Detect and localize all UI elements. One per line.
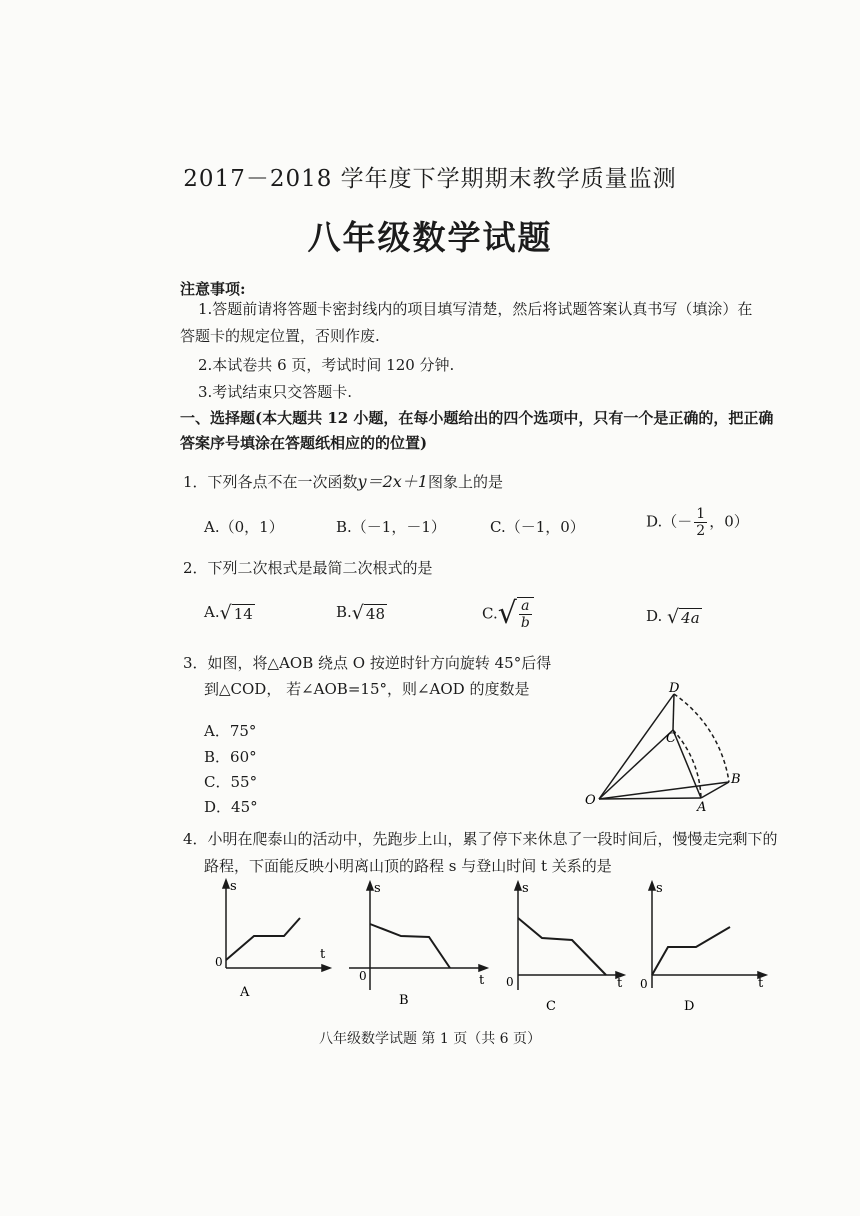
option-label: B.	[336, 603, 352, 621]
question-1-option-c: C.（－1，0）	[490, 518, 585, 536]
question-1-option-b: B.（－1，－1）	[336, 518, 446, 536]
point-label-a: A	[697, 800, 707, 815]
sqrt-fraction	[517, 597, 534, 631]
option-label: D.	[646, 607, 663, 625]
graph-d	[640, 880, 780, 1015]
point-label-d: D	[669, 681, 680, 696]
point-label-c: C	[666, 731, 676, 746]
question-4-line-2: 路程，下面能反映小明离山顶的路程 s 与登山时间 t 关系的是	[204, 857, 612, 875]
fraction-half	[694, 506, 707, 539]
question-1-stem-pre: 1．下列各点不在一次函数	[183, 473, 358, 491]
question-3-option-a: A．75°	[204, 722, 257, 740]
question-1-stem	[183, 469, 503, 492]
graph-a-axis-t: t	[320, 947, 326, 962]
question-2-option-a	[204, 602, 255, 624]
note-3: 3.考试结束只交答题卡.	[198, 383, 353, 401]
question-3-option-b: B．60°	[204, 748, 257, 766]
graph-d-label: D	[684, 999, 695, 1014]
question-4-line-1: 4．小明在爬泰山的活动中，先跑步上山，累了停下来休息了一段时间后，慢慢走完剩下的	[183, 830, 778, 848]
option-label: C.	[482, 604, 498, 623]
section-1-line-1: 一、选择题(本大题共 12 小题，在每小题给出的四个选项中，只有一个是正确的，把正确	[180, 409, 774, 427]
question-2-option-b	[336, 602, 387, 624]
rotation-figure	[585, 680, 755, 815]
question-3-line-2: 到△COD， 若∠AOB=15°，则∠AOD 的度数是	[204, 680, 530, 698]
graph-a-axis-s: s	[230, 879, 237, 894]
radicand: 48	[365, 604, 385, 623]
question-2-option-d	[646, 606, 702, 628]
radicand: 4a	[681, 608, 700, 627]
sqrt-symbol: √ 14	[219, 602, 253, 624]
exam-title: 2017－2018 学年度下学期期末教学质量监测	[183, 166, 677, 192]
question-2-stem: 2．下列二次根式是最简二次根式的是	[183, 559, 433, 577]
question-1-option-d	[646, 506, 749, 539]
graph-a-origin: 0	[215, 955, 223, 969]
question-1-option-d-pre: D.（－	[646, 512, 693, 531]
graph-b	[345, 880, 490, 1010]
fraction-denominator: b	[520, 614, 530, 631]
graph-b-origin: 0	[359, 969, 367, 983]
section-1-line-2: 答案序号填涂在答题纸相应的的位置)	[180, 434, 428, 452]
point-label-o: O	[585, 793, 596, 808]
notes-heading: 注意事项:	[180, 280, 246, 298]
fraction-numerator: 1	[696, 506, 706, 522]
graph-d-axis-s: s	[656, 881, 663, 896]
question-1-formula: y＝2x＋1	[357, 472, 428, 491]
graph-a	[208, 878, 338, 1003]
sqrt-symbol: √ 4a	[667, 606, 700, 628]
graph-b-axis-t: t	[479, 973, 485, 988]
point-label-b: B	[731, 772, 741, 787]
note-2: 2.本试卷共 6 页，考试时间 120 分钟.	[198, 356, 455, 374]
fraction-denominator: 2	[696, 523, 706, 539]
graph-c-axis-s: s	[522, 881, 529, 896]
note-1-line-2: 答题卡的规定位置，否则作废.	[180, 327, 380, 345]
graph-c	[498, 880, 633, 1015]
fraction-numerator: a	[519, 598, 532, 615]
question-2-option-c	[482, 596, 534, 631]
graph-b-label: B	[399, 993, 409, 1008]
page-footer: 八年级数学试题 第 1 页（共 6 页）	[318, 1031, 542, 1047]
question-1-option-a: A.（0，1）	[204, 518, 284, 536]
graph-c-label: C	[546, 999, 556, 1014]
question-3-option-c: C．55°	[204, 773, 258, 791]
graph-d-axis-t: t	[758, 976, 764, 991]
question-1-option-d-post: ，0）	[709, 512, 749, 531]
option-label: A.	[204, 603, 220, 621]
graph-b-axis-s: s	[374, 881, 381, 896]
note-1-line-1: 1.答题前请将答题卡密封线内的项目填写清楚，然后将试题答案认真书写（填涂）在	[198, 300, 753, 318]
graph-a-label: A	[240, 985, 250, 1000]
exam-subtitle: 八年级数学试题	[307, 218, 553, 257]
graph-d-origin: 0	[640, 977, 648, 991]
graph-c-axis-t: t	[617, 976, 623, 991]
question-3-line-1: 3．如图，将△AOB 绕点 O 按逆时针方向旋转 45°后得	[183, 654, 552, 672]
sqrt-symbol: √ $\frac{a}{b}$	[498, 596, 534, 631]
radicand: 14	[233, 604, 253, 623]
sqrt-symbol: √ 48	[351, 602, 385, 624]
question-1-stem-post: 图象上的是	[427, 473, 503, 491]
question-3-option-d: D．45°	[204, 798, 258, 816]
graph-c-origin: 0	[506, 975, 514, 989]
